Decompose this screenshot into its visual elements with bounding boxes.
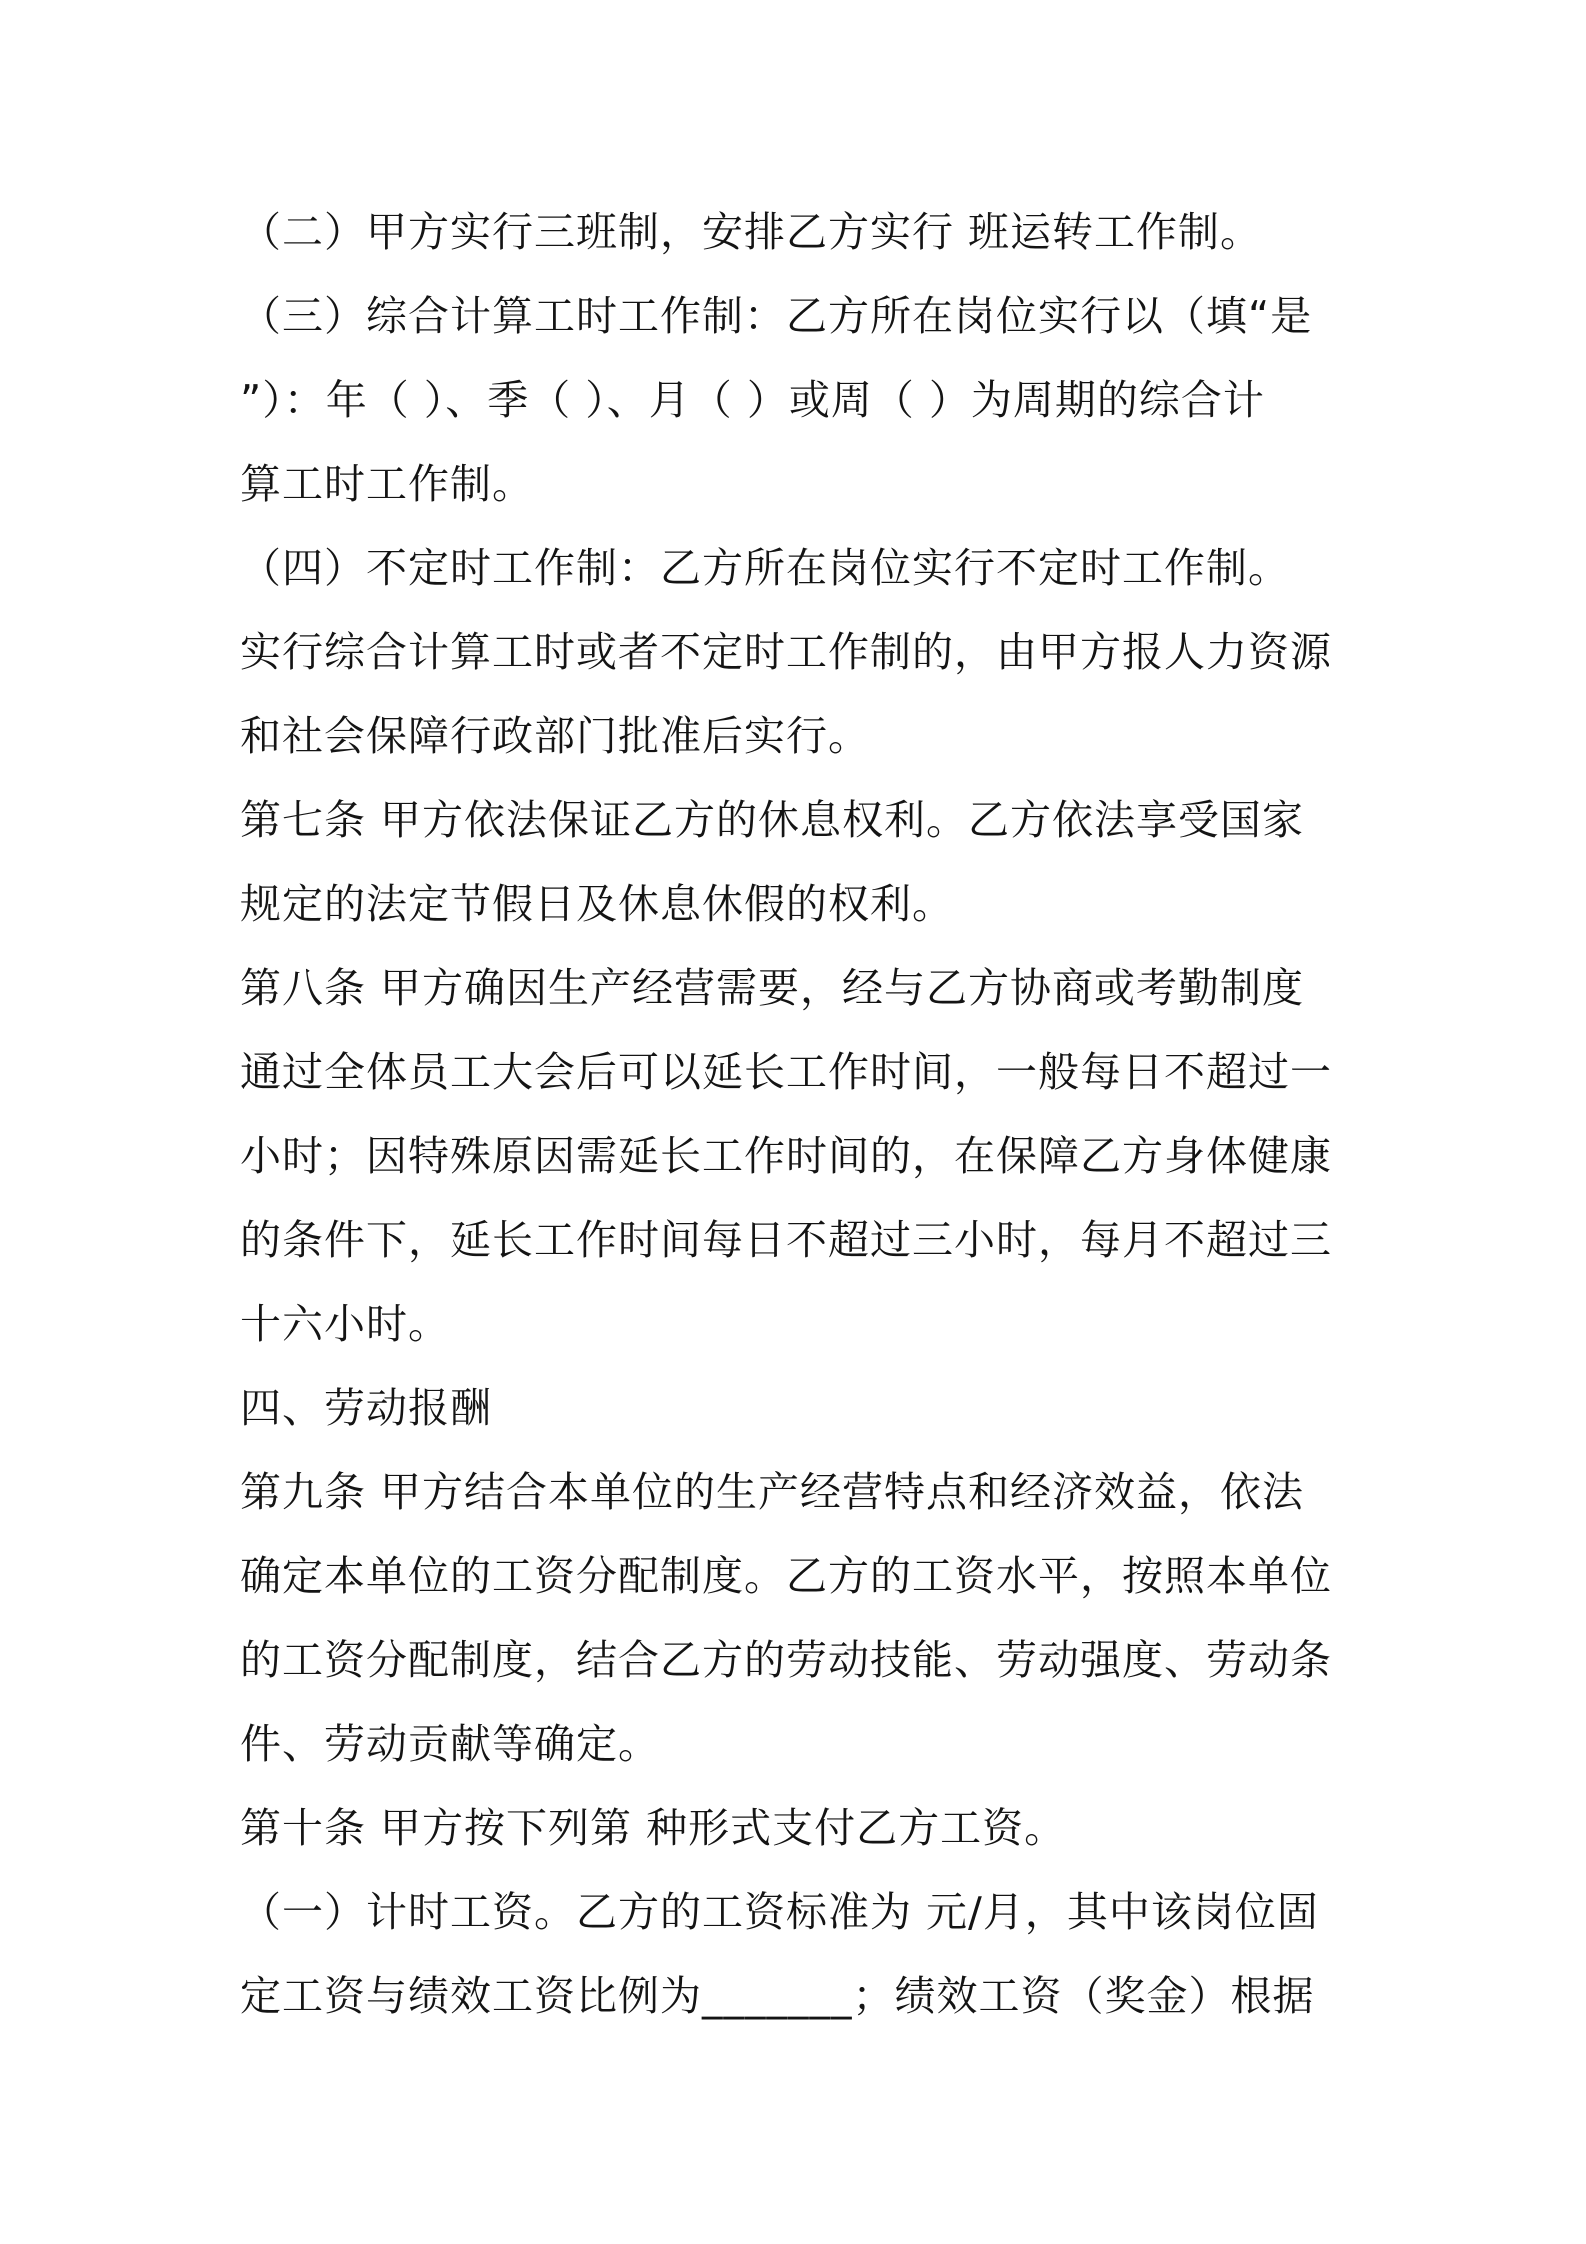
text-line: 定工资与绩效工资比例为_______；绩效工资（奖金）根据 — [240, 1972, 1315, 2020]
document-body — [240, 190, 1360, 2038]
text-line: 十六小时。 — [240, 1300, 450, 1348]
text-line: 第十条 甲方按下列第 种形式支付乙方工资。 — [240, 1804, 1067, 1852]
text-line: 第八条 甲方确因生产经营需要，经与乙方协商或考勤制度 — [240, 964, 1305, 1012]
text-line: 件、劳动贡献等确定。 — [240, 1720, 660, 1768]
text-line: 的条件下，延长工作时间每日不超过三小时，每月不超过三 — [240, 1216, 1332, 1264]
text-line: （二）甲方实行三班制，安排乙方实行 班运转工作制。 — [240, 208, 1263, 256]
text-line: （一）计时工资。乙方的工资标准为 元/月，其中该岗位固 — [240, 1888, 1319, 1936]
section-heading: 四、劳动报酬 — [240, 1384, 492, 1432]
text-line: 和社会保障行政部门批准后实行。 — [240, 712, 870, 760]
text-line: 小时；因特殊原因需延长工作时间的，在保障乙方身体健康 — [240, 1132, 1332, 1180]
text-line: 的工资分配制度，结合乙方的劳动技能、劳动强度、劳动条 — [240, 1636, 1332, 1684]
text-line: 规定的法定节假日及休息休假的权利。 — [240, 880, 954, 928]
text-line: ”）：年（ ）、季（ ）、月（ ）或周（ ）为周期的综合计 — [240, 376, 1265, 424]
text-line: 通过全体员工大会后可以延长工作时间，一般每日不超过一 — [240, 1048, 1332, 1096]
text-line: 第九条 甲方结合本单位的生产经营特点和经济效益，依法 — [240, 1468, 1305, 1516]
text-line: 确定本单位的工资分配制度。乙方的工资水平，按照本单位 — [240, 1552, 1332, 1600]
text-line: （三）综合计算工时工作制：乙方所在岗位实行以（填“是 — [240, 292, 1313, 340]
text-line: 第七条 甲方依法保证乙方的休息权利。乙方依法享受国家 — [240, 796, 1305, 844]
text-line: （四）不定时工作制：乙方所在岗位实行不定时工作制。 — [240, 544, 1290, 592]
text-line: 实行综合计算工时或者不定时工作制的，由甲方报人力资源 — [240, 628, 1332, 676]
text-line: 算工时工作制。 — [240, 460, 534, 508]
